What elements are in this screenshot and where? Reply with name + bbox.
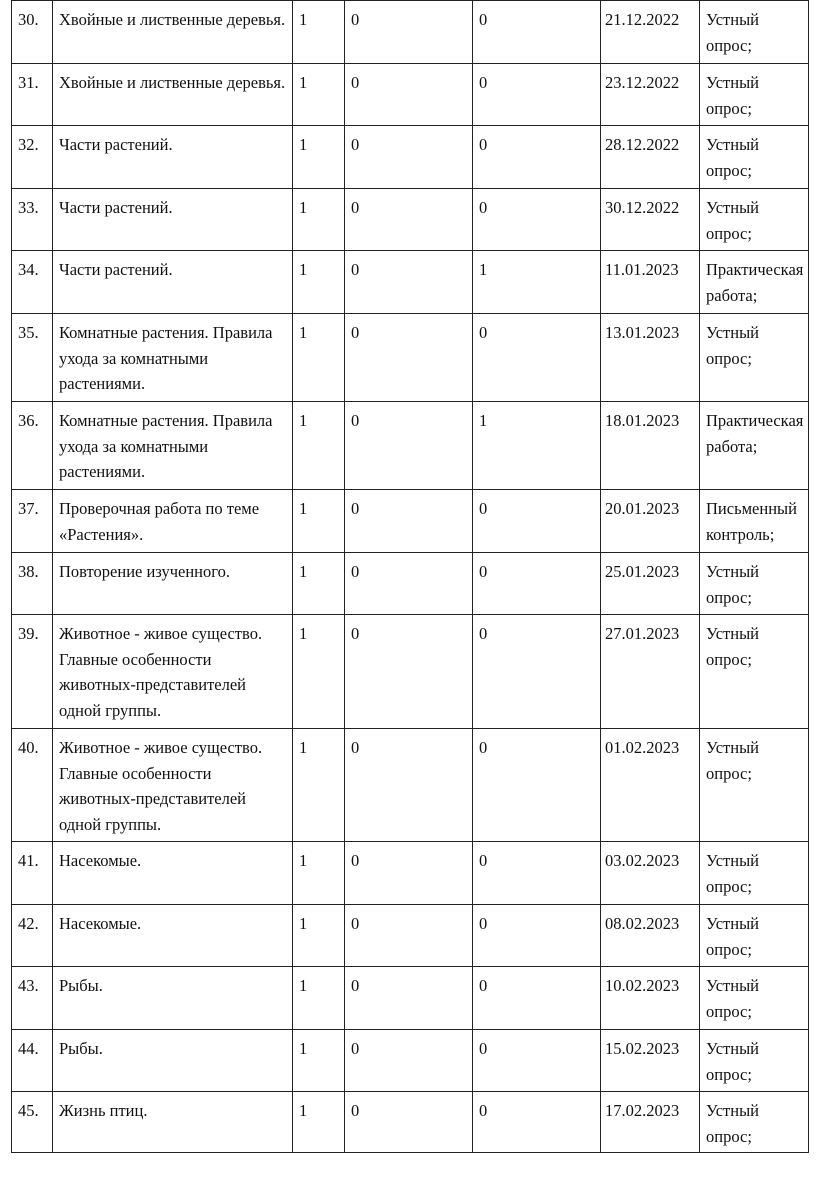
lesson-number: 30.	[12, 1, 53, 64]
lesson-hours: 1	[293, 64, 345, 126]
lesson-date: 11.01.2023	[601, 251, 700, 314]
lesson-date: 27.01.2023	[601, 615, 700, 729]
lesson-plan-table	[11, 0, 809, 1153]
table-row	[12, 553, 809, 615]
lesson-hours: 1	[293, 314, 345, 402]
lesson-control-hours: 0	[345, 905, 473, 967]
table-row	[12, 490, 809, 553]
lesson-practice-hours: 0	[473, 553, 601, 615]
table-row	[12, 967, 809, 1030]
lesson-practice-hours: 0	[473, 905, 601, 967]
lesson-number: 39.	[12, 615, 53, 729]
lesson-practice-hours: 1	[473, 402, 601, 490]
lesson-topic: Хвойные и лиственные деревья.	[53, 1, 293, 64]
lesson-practice-hours: 0	[473, 967, 601, 1030]
lesson-control-form: Практическая работа;	[700, 402, 809, 490]
lesson-topic: Рыбы.	[53, 1030, 293, 1092]
lesson-date: 21.12.2022	[601, 1, 700, 64]
lesson-control-form: Устный опрос;	[700, 1, 809, 64]
lesson-number: 36.	[12, 402, 53, 490]
lesson-control-form: Устный опрос;	[700, 967, 809, 1030]
lesson-date: 03.02.2023	[601, 842, 700, 905]
lesson-topic: Части растений.	[53, 189, 293, 251]
lesson-number: 37.	[12, 490, 53, 553]
lesson-topic: Животное - живое существо. Главные особенности животных-представителей одной группы.	[53, 615, 293, 729]
lesson-practice-hours: 0	[473, 1, 601, 64]
table-row	[12, 402, 809, 490]
lesson-date: 30.12.2022	[601, 189, 700, 251]
lesson-control-form: Устный опрос;	[700, 1092, 809, 1153]
lesson-hours: 1	[293, 189, 345, 251]
lesson-control-form: Устный опрос;	[700, 842, 809, 905]
lesson-control-hours: 0	[345, 1, 473, 64]
table-row	[12, 64, 809, 126]
lesson-date: 01.02.2023	[601, 729, 700, 842]
lesson-practice-hours: 0	[473, 126, 601, 189]
table-row	[12, 251, 809, 314]
lesson-number: 43.	[12, 967, 53, 1030]
lesson-number: 40.	[12, 729, 53, 842]
lesson-number: 45.	[12, 1092, 53, 1153]
table-row	[12, 1, 809, 64]
lesson-practice-hours: 0	[473, 615, 601, 729]
table-row	[12, 126, 809, 189]
lesson-topic: Насекомые.	[53, 842, 293, 905]
lesson-number: 42.	[12, 905, 53, 967]
lesson-control-form: Устный опрос;	[700, 314, 809, 402]
lesson-control-hours: 0	[345, 314, 473, 402]
table-row	[12, 1030, 809, 1092]
lesson-control-hours: 0	[345, 553, 473, 615]
lesson-date: 17.02.2023	[601, 1092, 700, 1153]
lesson-hours: 1	[293, 490, 345, 553]
lesson-hours: 1	[293, 842, 345, 905]
lesson-topic: Рыбы.	[53, 967, 293, 1030]
lesson-control-hours: 0	[345, 615, 473, 729]
lesson-number: 41.	[12, 842, 53, 905]
lesson-control-form: Практическая работа;	[700, 251, 809, 314]
lesson-topic: Части растений.	[53, 251, 293, 314]
lesson-control-hours: 0	[345, 1092, 473, 1153]
table-row	[12, 314, 809, 402]
lesson-number: 32.	[12, 126, 53, 189]
lesson-control-hours: 0	[345, 490, 473, 553]
lesson-control-hours: 0	[345, 967, 473, 1030]
lesson-number: 31.	[12, 64, 53, 126]
lesson-topic: Хвойные и лиственные деревья.	[53, 64, 293, 126]
lesson-hours: 1	[293, 553, 345, 615]
lesson-hours: 1	[293, 905, 345, 967]
lesson-control-form: Письменный контроль;	[700, 490, 809, 553]
lesson-control-form: Устный опрос;	[700, 615, 809, 729]
lesson-date: 18.01.2023	[601, 402, 700, 490]
lesson-hours: 1	[293, 1092, 345, 1153]
lesson-control-form: Устный опрос;	[700, 126, 809, 189]
lesson-hours: 1	[293, 729, 345, 842]
lesson-topic: Части растений.	[53, 126, 293, 189]
lesson-control-hours: 0	[345, 126, 473, 189]
lesson-number: 33.	[12, 189, 53, 251]
lesson-topic: Комнатные растения. Правила ухода за комнатными растениями.	[53, 314, 293, 402]
lesson-control-hours: 0	[345, 1030, 473, 1092]
lesson-control-form: Устный опрос;	[700, 553, 809, 615]
lesson-control-hours: 0	[345, 402, 473, 490]
lesson-number: 38.	[12, 553, 53, 615]
lesson-practice-hours: 0	[473, 64, 601, 126]
lesson-control-form: Устный опрос;	[700, 189, 809, 251]
lesson-topic: Проверочная работа по теме «Растения».	[53, 490, 293, 553]
lesson-date: 13.01.2023	[601, 314, 700, 402]
lesson-practice-hours: 0	[473, 842, 601, 905]
lesson-date: 25.01.2023	[601, 553, 700, 615]
lesson-control-form: Устный опрос;	[700, 64, 809, 126]
lesson-topic: Повторение изученного.	[53, 553, 293, 615]
lesson-number: 34.	[12, 251, 53, 314]
lesson-hours: 1	[293, 251, 345, 314]
lesson-control-hours: 0	[345, 64, 473, 126]
lesson-hours: 1	[293, 126, 345, 189]
lesson-hours: 1	[293, 1, 345, 64]
lesson-practice-hours: 0	[473, 490, 601, 553]
lesson-date: 20.01.2023	[601, 490, 700, 553]
lesson-control-hours: 0	[345, 251, 473, 314]
lesson-date: 15.02.2023	[601, 1030, 700, 1092]
table-row	[12, 615, 809, 729]
table-row	[12, 189, 809, 251]
lesson-number: 35.	[12, 314, 53, 402]
lesson-topic: Жизнь птиц.	[53, 1092, 293, 1153]
table-row	[12, 842, 809, 905]
lesson-control-form: Устный опрос;	[700, 729, 809, 842]
lesson-control-hours: 0	[345, 842, 473, 905]
lesson-practice-hours: 1	[473, 251, 601, 314]
lesson-date: 10.02.2023	[601, 967, 700, 1030]
table-row	[12, 905, 809, 967]
lesson-topic: Насекомые.	[53, 905, 293, 967]
lesson-control-form: Устный опрос;	[700, 1030, 809, 1092]
lesson-practice-hours: 0	[473, 189, 601, 251]
table-row	[12, 1092, 809, 1153]
lesson-practice-hours: 0	[473, 1030, 601, 1092]
lesson-date: 28.12.2022	[601, 126, 700, 189]
lesson-date: 08.02.2023	[601, 905, 700, 967]
lesson-practice-hours: 0	[473, 729, 601, 842]
lesson-control-hours: 0	[345, 729, 473, 842]
lesson-topic: Комнатные растения. Правила ухода за комнатными растениями.	[53, 402, 293, 490]
lesson-practice-hours: 0	[473, 1092, 601, 1153]
lesson-control-form: Устный опрос;	[700, 905, 809, 967]
lesson-hours: 1	[293, 402, 345, 490]
lesson-hours: 1	[293, 967, 345, 1030]
lesson-hours: 1	[293, 615, 345, 729]
lesson-number: 44.	[12, 1030, 53, 1092]
lesson-control-hours: 0	[345, 189, 473, 251]
lesson-date: 23.12.2022	[601, 64, 700, 126]
lesson-topic: Животное - живое существо. Главные особенности животных-представителей одной группы.	[53, 729, 293, 842]
table-row	[12, 729, 809, 842]
lesson-practice-hours: 0	[473, 314, 601, 402]
lesson-hours: 1	[293, 1030, 345, 1092]
lesson-plan-body	[12, 1, 809, 1153]
